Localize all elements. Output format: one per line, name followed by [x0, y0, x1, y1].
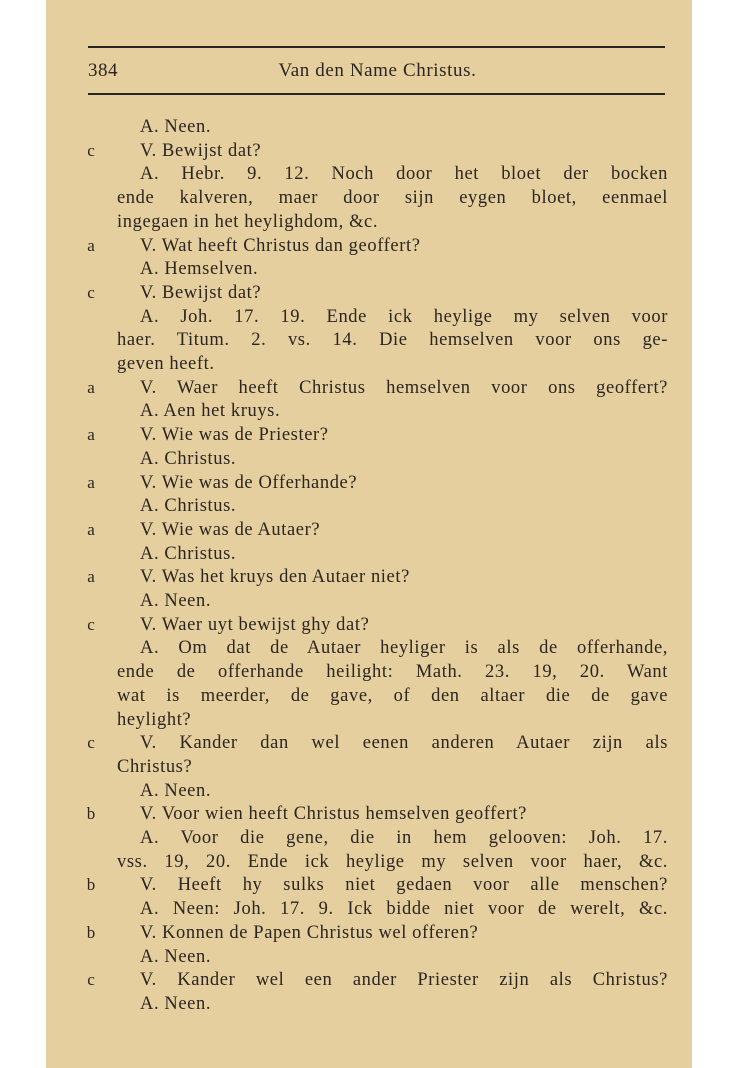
text-line: A. Neen. [140, 591, 212, 611]
margin-marker: a [87, 567, 95, 587]
text-line: A. Aen het kruys. [140, 401, 281, 422]
text-line: V. Voor wien heeft Christus hemselven geoffert? [140, 804, 527, 825]
margin-marker: a [87, 425, 95, 445]
text-line: ende kalveren, maer door sijn eygen bloet, eenmael [117, 188, 668, 209]
text-line: A. Christus. [140, 543, 237, 564]
text-line: A. Joh. 17. 19. Ende ick heylige my selven voor [140, 306, 668, 327]
text-line: V. Kander dan wel eenen anderen Autaer zijn als [140, 733, 668, 754]
margin-marker: a [87, 377, 95, 397]
text-line: A. Neen. [140, 780, 212, 801]
text-line: A. Neen: Joh. 17. 9. Ick bidde niet voor de werelt, &c. [140, 899, 668, 920]
text-line: V. Was het kruys den Autaer niet? [140, 567, 410, 588]
text-line: A. Neen. [140, 946, 212, 967]
text-line: haer. Titum. 2. vs. 14. Die hemselven voor ons ge- [117, 330, 668, 351]
text-line: V. Bewijst dat? [140, 140, 262, 161]
text-line: A. Hebr. 9. 12. Noch door het bloet der bocken [140, 164, 668, 185]
text-line: V. Waer uyt bewijst ghy dat? [140, 614, 370, 635]
margin-marker: b [86, 922, 96, 942]
text-line: V. Wie was de Priester? [140, 425, 329, 446]
text-line: V. Konnen de Papen Christus wel offeren? [140, 922, 479, 943]
text-line: ende de offerhande heilight: Math. 23. 19, 20. Want [117, 662, 668, 683]
running-title: Van den Name Christus. [278, 60, 477, 81]
margin-marker: c [87, 282, 95, 302]
margin-marker: a [87, 235, 95, 255]
text-line: V. Kander wel een ander Priester zijn als Christus? [140, 970, 668, 991]
margin-marker: c [87, 140, 95, 160]
text-line: V. Waer heeft Christus hemselven voor ons geoffert? [140, 377, 668, 398]
page-number: 384 [88, 60, 118, 81]
text-line: A. Neen. [140, 993, 212, 1014]
text-line: V. Wie was de Autaer? [140, 519, 321, 540]
margin-marker: c [87, 733, 95, 753]
text-line: Christus? [117, 756, 193, 777]
text-line: geven heeft. [117, 354, 215, 374]
margin-marker: b [86, 875, 96, 895]
text-line: V. Bewijst dat? [140, 282, 262, 303]
text-line: A. Neen. [140, 117, 212, 137]
text-line: V. Wat heeft Christus dan geoffert? [140, 235, 421, 256]
text-line: wat is meerder, de gave, of den altaer die de gave [117, 685, 668, 706]
margin-marker: c [87, 970, 95, 990]
text-line: A. Christus. [140, 496, 237, 517]
text-line: V. Heeft hy sulks niet gedaen voor alle menschen? [140, 875, 668, 896]
text-line: A. Hemselven. [140, 259, 259, 280]
margin-marker: a [87, 519, 95, 539]
margin-marker: c [87, 614, 95, 634]
text-line: A. Voor die gene, die in hem gelooven: Joh. 17. [140, 828, 668, 848]
text-line: ingegaen in het heylighdom, &c. [117, 211, 379, 232]
text-line: heylight? [117, 709, 192, 730]
margin-marker: b [86, 804, 96, 824]
text-line: vss. 19, 20. Ende ick heylige my selven voor haer, &c. [117, 851, 668, 872]
text-line: A. Christus. [140, 448, 237, 469]
text-line: V. Wie was de Offerhande? [140, 472, 358, 493]
margin-marker: a [87, 472, 95, 492]
text-line: A. Om dat de Autaer heyliger is als de offerhande, [140, 638, 668, 659]
